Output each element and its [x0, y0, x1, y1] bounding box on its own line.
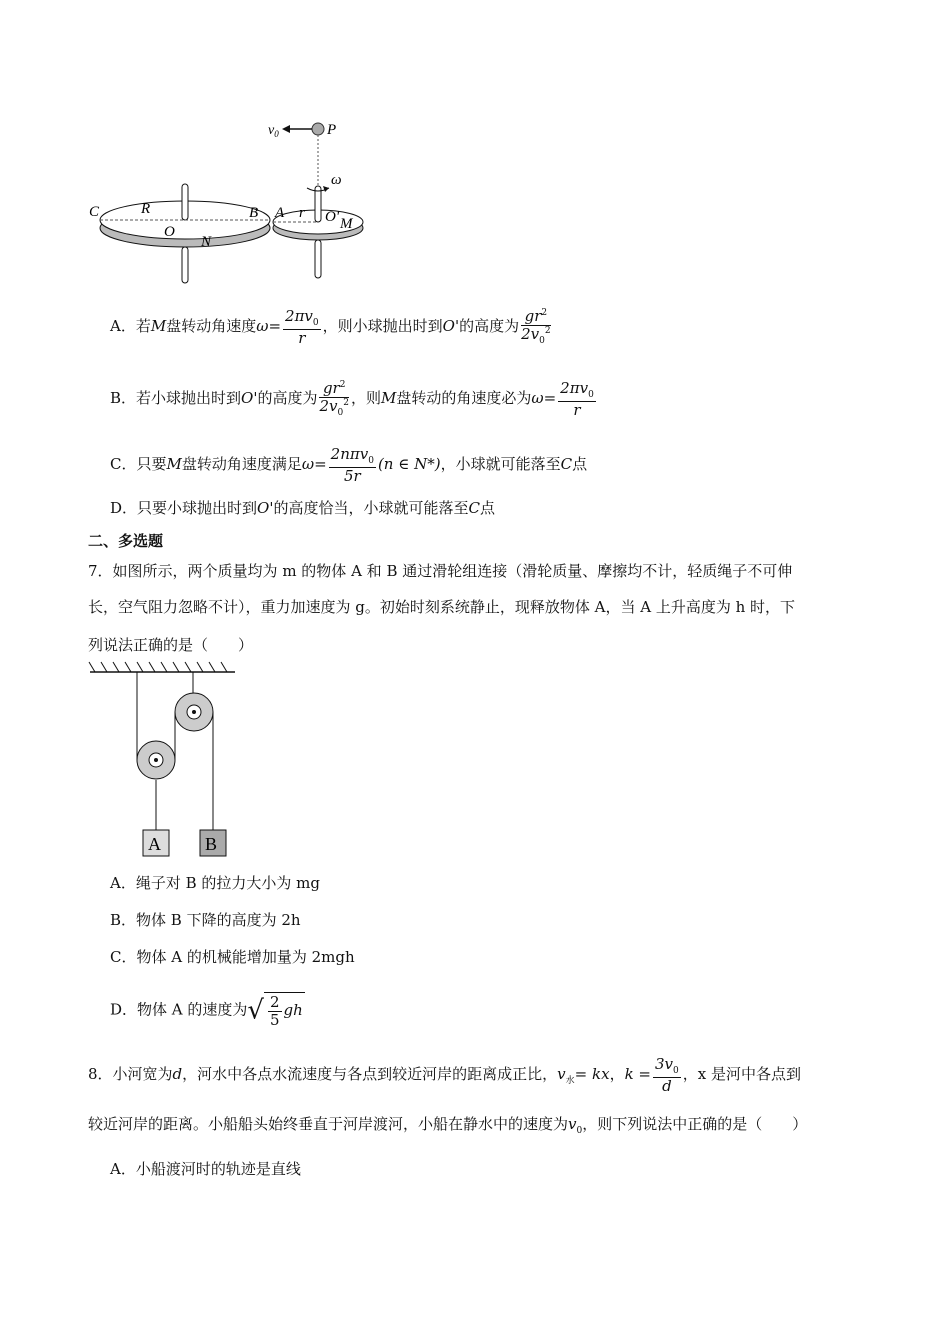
q7-line-3: 列说法正确的是（ ） — [88, 636, 254, 654]
section-title: 二、多选题 — [88, 532, 164, 550]
label-a: A — [275, 205, 285, 221]
label-b: B — [249, 205, 259, 221]
label-r-big: R — [141, 201, 151, 217]
q6-option-d: D．只要小球抛出时到O'的高度恰当，小球就可能落至C点 — [110, 499, 495, 517]
label-n: N — [201, 234, 212, 250]
label-omega: ω — [331, 172, 342, 188]
label-p: P — [327, 122, 337, 138]
q6-option-b: B．若小球抛出时到O'的高度为 $\frac{gr^2}{2v_0^2}$ ，则M盘转动的角速度必为ω= $\frac{2\pi v_0}{r}$ — [110, 379, 594, 419]
pulley-figure — [85, 660, 245, 860]
q8-option-a: A．小船渡河时的轨迹是直线 — [110, 1160, 301, 1178]
label-m: M — [340, 216, 353, 232]
q8-line-2: 较近河岸的距离。小船船头始终垂直于河岸渡河，小船在静水中的速度为$v_0$，则下列说法中正确的是（ ） — [88, 1115, 808, 1136]
label-r-small: r — [299, 205, 305, 221]
disc-figure — [85, 110, 375, 290]
q6-option-c: C．只要M盘转动角速度满足ω= $\frac{2n\pi v_0}{5r}$ (n ∈ N*)，小球就可能落至C点 — [110, 445, 588, 485]
q7-option-c: C．物体 A 的机械能增加量为 2mgh — [110, 948, 355, 966]
q8-line-1: 8．小河宽为d，河水中各点水流速度与各点到较近河岸的距离成正比，$v_水=$ kx，k = $\frac{3v_0}{d}$ ，x 是河中各点到 — [88, 1055, 802, 1095]
ball-p — [312, 123, 324, 135]
q6-option-a: A．若M盘转动角速度ω= $\frac{2\pi v_0}{r}$ ，则小球抛出时到O'的高度为 $\frac{gr^2}{2v_0^2}$ — [110, 307, 551, 347]
label-c: C — [89, 204, 100, 220]
label-o-prime: O' — [325, 209, 340, 225]
q7-option-a: A．绳子对 B 的拉力大小为 mg — [110, 874, 320, 892]
q7-line-2: 长，空气阻力忽略不计），重力加速度为 g。初始时刻系统静止，现释放物体 A，当 A 上升高度为 h 时，下 — [88, 598, 796, 616]
q7-option-d: D．物体 A 的速度为√ $\frac{2}{5}$ gh — [110, 993, 303, 1029]
label-v0: $v_0$ — [268, 123, 279, 139]
svg-text:A: A — [148, 834, 161, 854]
svg-text:B: B — [205, 834, 218, 854]
q7-line-1: 7．如图所示，两个质量均为 m 的物体 A 和 B 通过滑轮组连接（滑轮质量、摩擦均不计，轻质绳子不可伸 — [88, 562, 793, 580]
q7-option-b: B．物体 B 下降的高度为 2h — [110, 911, 301, 929]
sqrt-expression: √ $\frac{2}{5}$ gh — [247, 993, 303, 1029]
label-o: O — [164, 224, 175, 240]
